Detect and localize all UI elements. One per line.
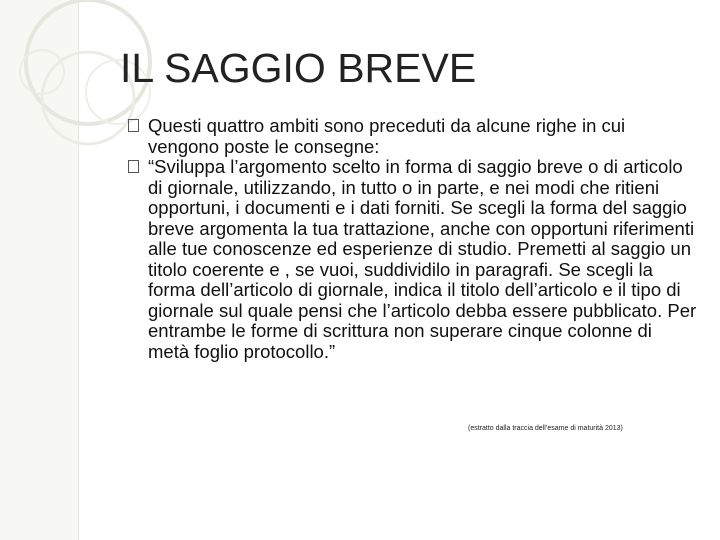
slide-body <box>128 116 698 362</box>
bullet-square-icon <box>128 119 139 132</box>
bullet-item-1 <box>128 116 698 157</box>
bullet-text-2: “Sviluppa l’argomento scelto in forma di saggio breve o di articolo di giornale, utilizzando, in tutto o in parte, e nei modi che ritieni opportuni, i documenti e i dati forniti. Se scegli la forma del saggio breve argomenta la tua trattazione, anche con opportuni riferimenti alle tue conoscenze ed esperienze di studio. Premetti al saggio un titolo coerente e , se vuoi, suddividilo in paragrafi. Se scegli la forma dell’articolo di giornale, indica il titolo dell’articolo e il tipo di giornale sul quale pensi che l’articolo debba essere pubblicato. Per entrambe le forme di scrittura non superare cinque colonne di metà foglio protocollo.” <box>148 156 697 362</box>
bullet-item-2 <box>128 157 698 362</box>
source-note: (estratto dalla traccia dell’esame di maturità 2013) <box>468 425 623 432</box>
bullet-text-1: Questi quattro ambiti sono preceduti da alcune righe in cui vengono poste le consegne: <box>148 115 626 157</box>
slide-title: IL SAGGIO BREVE <box>120 45 477 91</box>
bullet-square-icon <box>128 160 139 173</box>
